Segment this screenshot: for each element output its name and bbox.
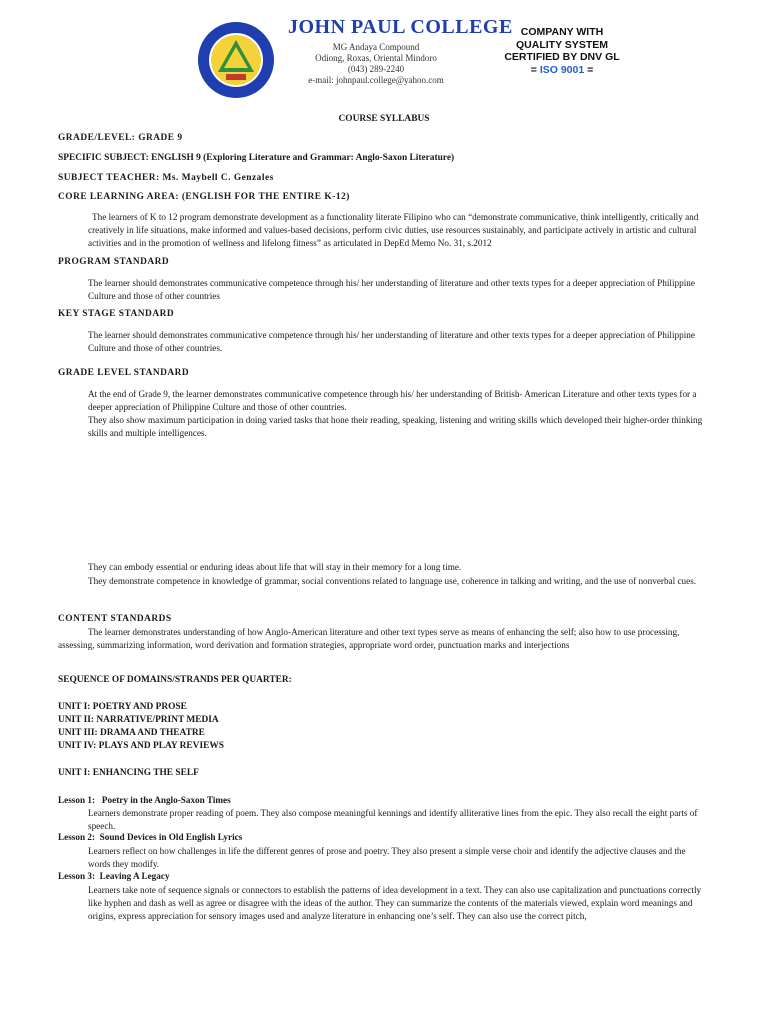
iso-line: [497, 64, 627, 77]
cert-line: CERTIFIED BY DNV GL: [504, 51, 620, 63]
lesson-text: Learners demonstrate proper reading of poem. They also compose meaningful kennings and identify alliterative lines from the epic. They also recall the eight parts of speech.: [88, 808, 698, 832]
iso-suffix: =: [584, 63, 594, 76]
grade-level: GRADE/LEVEL: GRADE 9: [58, 133, 183, 143]
iso-label: ISO 9001: [539, 63, 585, 76]
gls-paragraph: They demonstrate competence in knowledge of grammar, social conventions related to language use, coherence in talking and writing, and the use of nonverbal cues.: [88, 576, 697, 586]
phone-line: (043) 289-2240: [347, 64, 405, 74]
lesson-label: Lesson 1:: [58, 795, 96, 805]
grade-level-standard-heading: GRADE LEVEL STANDARD: [58, 368, 190, 378]
core-text: The learners of K to 12 program demonstrate development as a functionality literate Filipino who can “demonstrate communicative, think intelligently, critically and creatively in life situations, make informed and values-based decisions, perform civic duties, use resources sustainably, and participate actively in artistic and cultural activities and in the promotion of wellness and lifelong fitness” as articulated in DepEd Memo No. 31, s.2012: [88, 212, 699, 249]
lesson-title: Sound Devices in Old English Lyrics: [99, 832, 243, 842]
lesson-title: Poetry in the Anglo-Saxon Times: [101, 795, 231, 805]
college-logo: [196, 20, 276, 100]
lesson-label: Lesson 2:: [58, 832, 96, 842]
program-standard-text: The learner should demonstrates communicative competence through his/ her understanding of literature and other texts types for a deeper appreciation of Philippine Culture and those of other countries: [88, 278, 695, 302]
certification-block: [497, 26, 627, 76]
program-standard-heading: PROGRAM STANDARD: [58, 257, 170, 267]
unit-item: UNIT I: POETRY AND PROSE: [58, 702, 187, 712]
address-line: Odiong, Roxas, Oriental Mindoro: [315, 53, 437, 63]
unit-item: UNIT III: DRAMA AND THEATRE: [58, 728, 205, 738]
content-standards-text: The learner demonstrates understanding of how Anglo-American literature and other text types serve as means of enhancing the self; also how to use processing, assessing, summarizing information, word derivation and formation strategies, appropriate word order, punctuation marks and interjections: [58, 627, 680, 651]
sequence-heading: SEQUENCE OF DOMAINS/STRANDS PER QUARTER:: [58, 675, 292, 685]
specific-subject: SPECIFIC SUBJECT: ENGLISH 9 (Exploring Literature and Grammar: Anglo-Saxon Literature): [58, 153, 455, 163]
gls-paragraph: They also show maximum participation in doing varied tasks that hone their reading, speaking, listening and writing skills which developed their higher-order thinking skills and multiple intelligences.: [88, 415, 703, 439]
core-learning-area: CORE LEARNING AREA: (ENGLISH FOR THE ENTIRE K-12): [58, 192, 350, 202]
email-line: e-mail: johnpaul.college@yahoo.com: [308, 75, 444, 85]
key-stage-text: The learner should demonstrates communicative competence through his/ her understanding of literature and other texts types for a deeper appreciation of Philippine Culture and those of other countries.: [88, 330, 695, 354]
key-stage-heading: KEY STAGE STANDARD: [58, 309, 175, 319]
gls-paragraph: At the end of Grade 9, the learner demonstrates communicative competence through his/ her understanding of British- American Literature and other texts types for a deeper appreciation of Philippine Culture and those of other countries.: [88, 389, 697, 413]
gls-paragraph: They can embody essential or enduring ideas about life that will stay in their memory for a long time.: [88, 562, 462, 572]
cert-line: COMPANY WITH: [520, 26, 604, 38]
subject-teacher: SUBJECT TEACHER: Ms. Maybell C. Genzales: [58, 173, 274, 183]
college-name: JOHN PAUL COLLEGE: [288, 16, 513, 38]
unit-item: UNIT IV: PLAYS AND PLAY REVIEWS: [58, 741, 224, 751]
lesson-text: Learners take note of sequence signals or connectors to establish the patterns of idea development in a text. They can also use capitalization and punctuations correctly like hyphen and dash as well as agree or disagree with the ideas of the author. They can summarize the contents of the materials viewed, explain word meanings and origins, express appreciation for sensory images used and analyze literature in enhancing one’s self. They can also use the correct pitch,: [88, 885, 702, 922]
lesson-heading: [58, 871, 170, 881]
syllabus-title: COURSE SYLLABUS: [338, 114, 430, 124]
unit-item: UNIT II: NARRATIVE/PRINT MEDIA: [58, 715, 219, 725]
lesson-label: Lesson 3:: [58, 871, 96, 881]
lesson-heading: [58, 832, 242, 842]
lesson-heading: [58, 795, 231, 805]
lesson-title: Leaving A Legacy: [99, 871, 170, 881]
unit1-heading: UNIT I: ENHANCING THE SELF: [58, 768, 199, 778]
lesson-text: Learners reflect on how challenges in life the different genres of prose and poetry. They also present a simple verse choir and identify the adjective clauses and the words they modify.: [88, 846, 686, 870]
iso-prefix: =: [530, 63, 540, 76]
address-line: MG Andaya Compound: [332, 42, 420, 52]
content-standards-heading: CONTENT STANDARDS: [58, 614, 172, 624]
cert-line: QUALITY SYSTEM: [516, 38, 608, 51]
